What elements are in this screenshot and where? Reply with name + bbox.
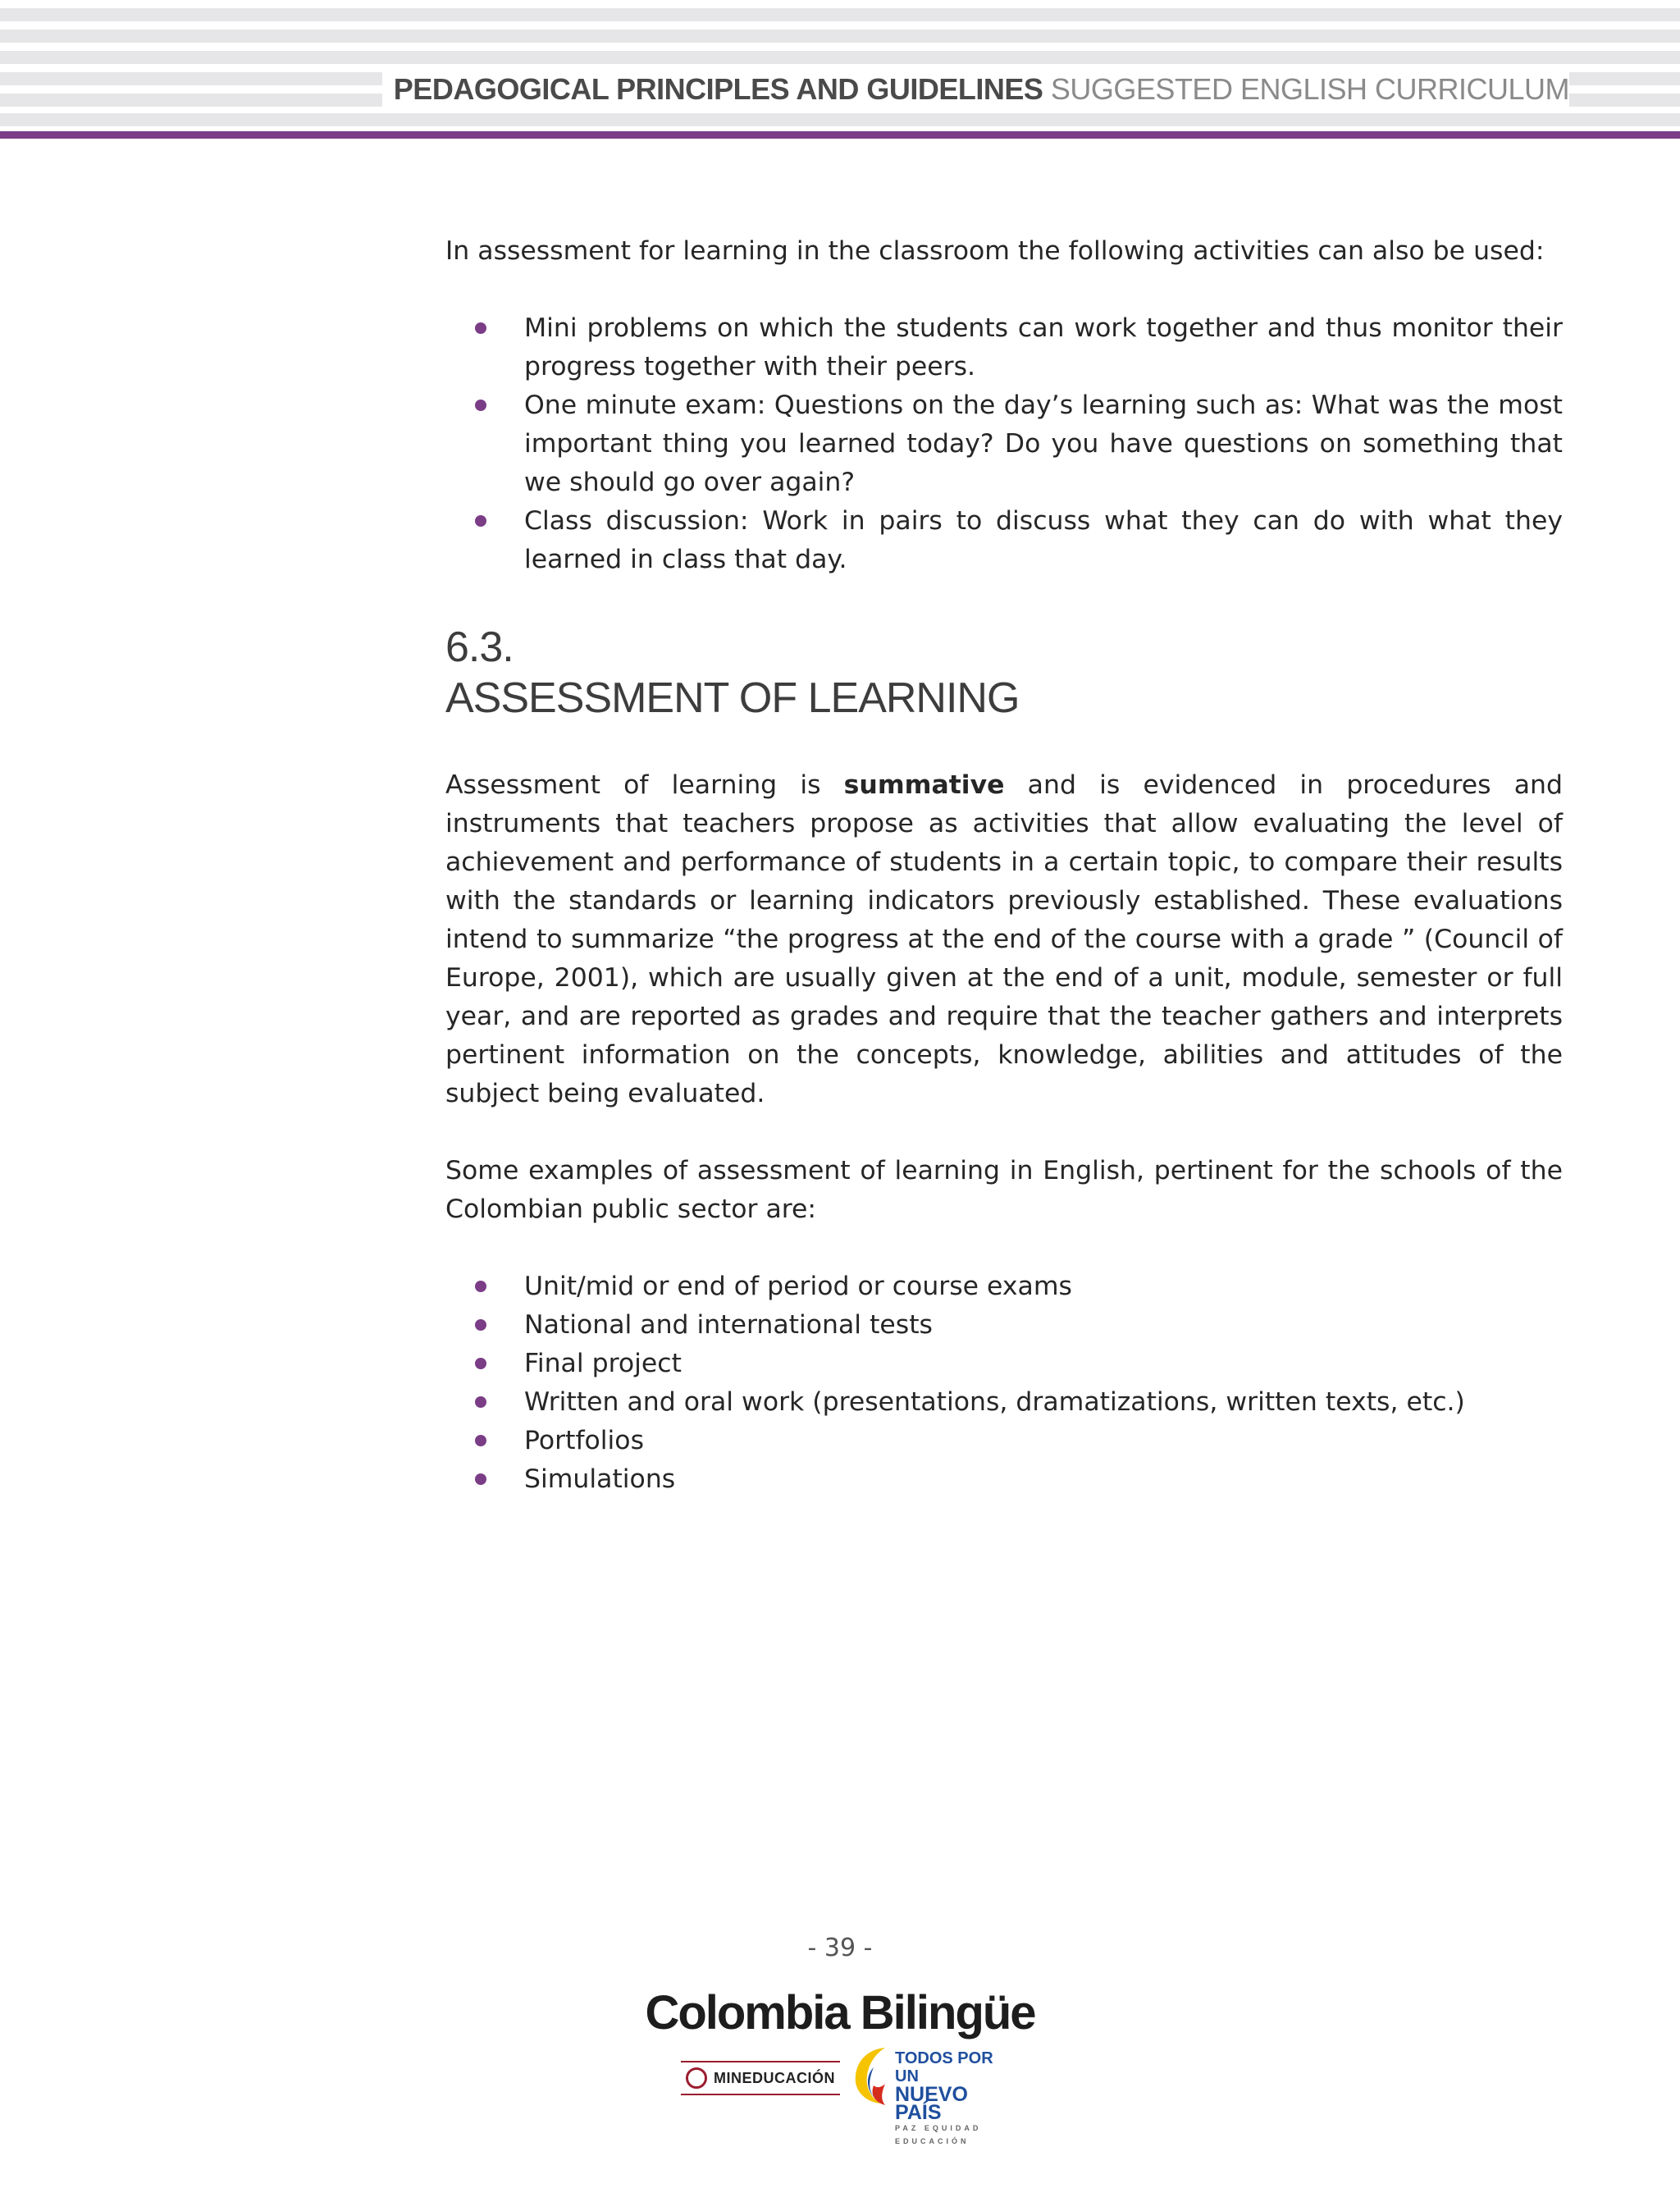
list-item-text: Portfolios [524,1426,644,1455]
summative-paragraph [445,766,1563,1113]
intro-bullet-list [445,309,1563,579]
tpn-line3: PAZ EQUIDAD EDUCACIÓN [895,2124,982,2145]
list-item [445,1422,1563,1460]
todos-por-un-nuevo-pais-logo [849,2043,1013,2145]
colombia-flag-swoosh-icon [849,2043,895,2108]
bullet-icon [475,1396,486,1408]
mineducacion-logo [681,2061,840,2095]
colombia-bilingue-logo: Colombia Bilingüe [645,1986,1035,2040]
section-heading [445,622,1563,724]
list-item-text: Class discussion: Work in pairs to discuss what they can do with what they learned in class that day. [524,506,1563,574]
list-item [445,1306,1563,1345]
mineducacion-label: MINEDUCACIÓN [714,2069,835,2086]
list-item-text: One minute exam: Questions on the day’s learning such as: What was the most important thing you learned today? Do you have questions on something that we should go over again? [524,391,1563,497]
tpn-line1: TODOS POR UN [895,2049,993,2085]
running-header [382,72,1569,107]
paragraph-text-rest: and is evidenced in procedures and instruments that teachers propose as activities that allow evaluating the level of achievement and performance of students in a certain topic, to compare their results with the standards or learning indicators previously established. These evaluations intend to summarize “the progress at the end of the course with a grade ” (Council of Europe, 2001), which are usually given at the end of a unit, module, semester or full year, and are reported as grades and require that the teacher gathers and interprets pertinent information on the concepts, knowledge, abilities and attitudes of the subject being evaluated. [445,770,1563,1108]
list-item [445,1268,1563,1306]
main-content [445,232,1563,1499]
page-number: - 39 - [807,1934,873,1962]
list-item-text: Mini problems on which the students can work together and thus monitor their progress together with their peers. [524,313,1563,381]
list-item-text: Final project [524,1349,682,1378]
list-item [445,309,1563,386]
list-item-text: National and international tests [524,1310,933,1340]
examples-bullet-list [445,1268,1563,1499]
list-item [445,1460,1563,1499]
header-purple-rule [0,131,1680,139]
bullet-icon [475,515,486,527]
intro-paragraph: In assessment for learning in the classroom the following activities can also be used: [445,236,1545,266]
section-number: 6.3. [445,624,514,671]
bullet-icon [475,1358,486,1369]
bullet-icon [475,1281,486,1292]
tpn-text [895,2049,1013,2148]
examples-intro-paragraph: Some examples of assessment of learning in English, pertinent for the schools of the Colombian public sector are: [445,1156,1563,1224]
running-header-bold: PEDAGOGICAL PRINCIPLES AND GUIDELINES [393,72,1043,106]
list-item [445,1345,1563,1383]
bullet-icon [475,1473,486,1485]
bullet-icon [475,322,486,334]
paragraph-text-start: Assessment of learning is [445,770,844,800]
bullet-icon [475,1435,486,1446]
coat-of-arms-icon [686,2067,707,2089]
summative-term: summative [843,770,1005,800]
section-title: ASSESSMENT OF LEARNING [445,674,1020,722]
bullet-icon [475,1319,486,1331]
list-item [445,1383,1563,1422]
list-item-text: Unit/mid or end of period or course exams [524,1272,1072,1301]
list-item [445,502,1563,579]
footer-logos [681,2043,1009,2145]
list-item-text: Simulations [524,1464,676,1494]
bullet-icon [475,400,486,411]
list-item-text: Written and oral work (presentations, dramatizations, written texts, etc.) [524,1387,1465,1417]
running-header-light: SUGGESTED ENGLISH CURRICULUM [1050,72,1569,106]
tpn-line2: NUEVO PAÍS [895,2083,968,2124]
list-item [445,386,1563,502]
